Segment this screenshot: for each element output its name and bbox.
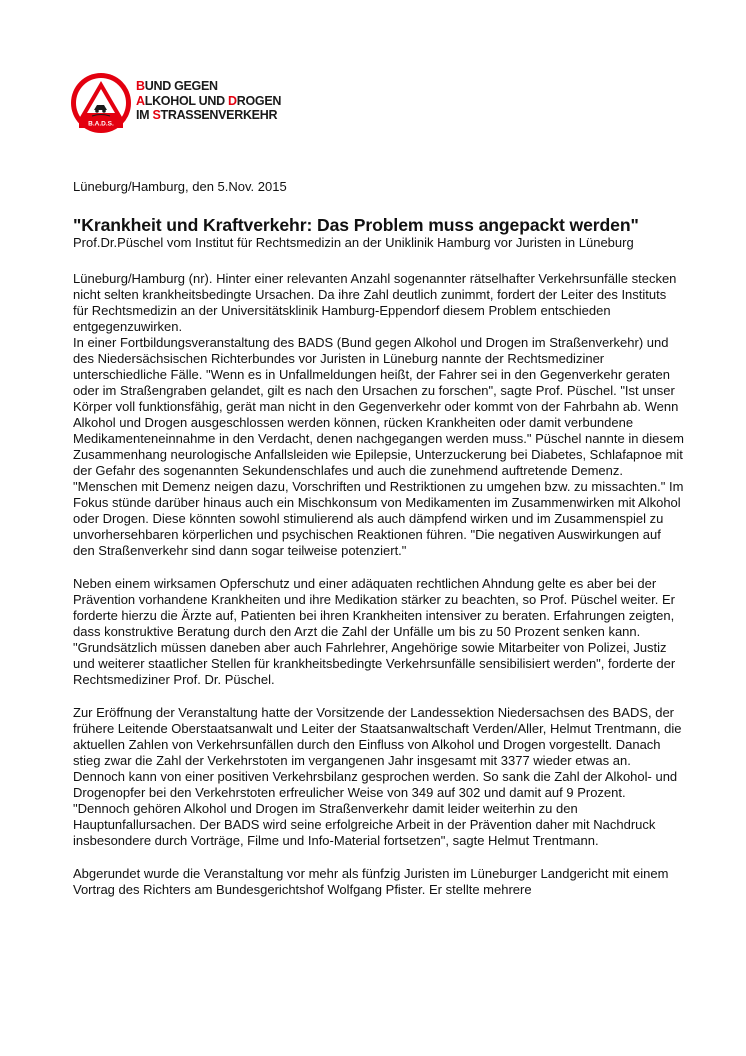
subheadline: Prof.Dr.Püschel vom Institut für Rechtsmedizin an der Uniklinik Hamburg vor Juristen in Lüneburg bbox=[73, 235, 634, 250]
headline: "Krankheit und Kraftverkehr: Das Problem muss angepackt werden" bbox=[73, 215, 639, 235]
org-line-3: IM STRASSENVERKEHR bbox=[136, 108, 278, 122]
paragraph-intro: Lüneburg/Hamburg (nr). Hinter einer relevanten Anzahl sogenannter rätselhafter Verkehrsunfälle stecken nicht selten krankheitsbedingte Ursachen. Da ihre Zahl deutlich zunimmt, fordert der Leiter des Instituts für Rechtsmedizin an der Universitätsklinik Hamburg-Eppendorf diesem Problem entschieden entgegenzuwirken. bbox=[73, 271, 677, 334]
org-line-1: BUND GEGEN bbox=[136, 79, 218, 93]
bads-logo bbox=[70, 72, 290, 132]
warning-triangle-icon bbox=[70, 72, 132, 134]
press-release bbox=[73, 179, 685, 898]
logo-badge-text: B.A.D.S. bbox=[88, 120, 114, 128]
dateline: Lüneburg/Hamburg, den 5.Nov. 2015 bbox=[73, 179, 287, 194]
paragraph-closing: Abgerundet wurde die Veranstaltung vor mehr als fünfzig Juristen im Lüneburger Landgericht mit einem Vortrag des Richters am Bundesgerichtshof Wolfgang Pfister. Er stellte mehrere bbox=[73, 866, 669, 897]
organization-name bbox=[136, 79, 281, 123]
paragraph-prevention: Neben einem wirksamen Opferschutz und einer adäquaten rechtlichen Ahndung gelte es aber bei der Prävention vorhandene Krankheiten und ihre Medikation stärker zu beachten, so Prof. Püschel weiter. Er forderte hierzu die Ärzte auf, Patienten bei ihren Krankheiten intensiver zu beraten. Erfahrungen zeigten, dass konstruktive Beratung durch den Arzt die Zahl der Unfälle um bis zu 50 Prozent senken kann. "Grundsätzlich müssen daneben aber auch Fahrlehrer, Angehörige sowie Mitarbeiter von Polizei, Justiz und weiterer staatlicher Stellen für krankheitsbedingte Verkehrsunfälle sensibilisiert werden", forderte der Rechtsmediziner Prof. Dr. Püschel. bbox=[73, 576, 676, 687]
paragraph-opening: Zur Eröffnung der Veranstaltung hatte der Vorsitzende der Landessektion Niedersachsen des BADS, der frühere Leitende Oberstaatsanwalt und Leiter der Staatsanwaltschaft Verden/Aller, Helmut Trentmann, die aktuellen Zahlen von Verkehrsunfällen durch den Einfluss von Alkohol und Drogen vorgestellt. Danach stieg zwar die Zahl der Verkehrstoten im vergangenen Jahr insgesamt mit 3377 wieder etwas an. Dennoch kann von einer positiven Verkehrsbilanz gesprochen werden. So sank die Zahl der Alkohol- und Drogenopfer bei den Verkehrstoten erfreulicher Weise von 349 auf 302 und damit auf 9 Prozent. "Dennoch gehören Alkohol und Drogen im Straßenverkehr damit leider weiterhin zu den Hauptunfallursachen. Der BADS wird seine erfolgreiche Arbeit in der Prävention daher mit Nachdruck insbesondere durch Vorträge, Filme und Info-Material fortsetzen", sagte Helmut Trentmann. bbox=[73, 705, 682, 848]
org-line-2: ALKOHOL UND DROGEN bbox=[136, 93, 282, 108]
paragraph-event: In einer Fortbildungsveranstaltung des BADS (Bund gegen Alkohol und Drogen im Straßenverkehr) und des Niedersächsischen Richterbundes vor Juristen in Lüneburg nannte der Rechtsmediziner unterschiedliche Fälle. "Wenn es in Unfallmeldungen heißt, der Fahrer sei in den Gegenverkehr geraten oder im Straßengraben gelandet, gilt es nach den Ursachen zu forschen", sagte Prof. Püschel. "Ist unser Körper voll funktionsfähig, gerät man nicht in den Gegenverkehr oder kommt von der Fahrbahn ab. Wenn Alkohol und Drogen ausgeschlossen werden können, rücken Krankheiten oder damit verbundene Medikamenteneinnahme in den Verdacht, denen nachgegangen werden muss." Püschel nannte in diesem Zusammenhang neurologische Anfallsleiden wie Epilepsie, Unterzuckerung bei Diabetes, Schlafapnoe mit der Gefahr des sogenannten Sekundenschlafes und auch die zunehmend auftretende Demenz. "Menschen mit Demenz neigen dazu, Vorschriften und Restriktionen zu umgehen bzw. zu missachten." Im Fokus stünde darüber hinaus auch ein Mischkonsum von Medikamenten im Zusammenwirken mit Alkohol oder Drogen. Diese könnten sowohl stimulierend als auch dämpfend wirken und im Zusammenspiel zu unvorhersehbaren körperlichen und psychischen Reaktionen führen. "Die negativen Auswirkungen auf den Straßenverkehr sind dann sogar teilweise potenziert." bbox=[73, 335, 684, 558]
